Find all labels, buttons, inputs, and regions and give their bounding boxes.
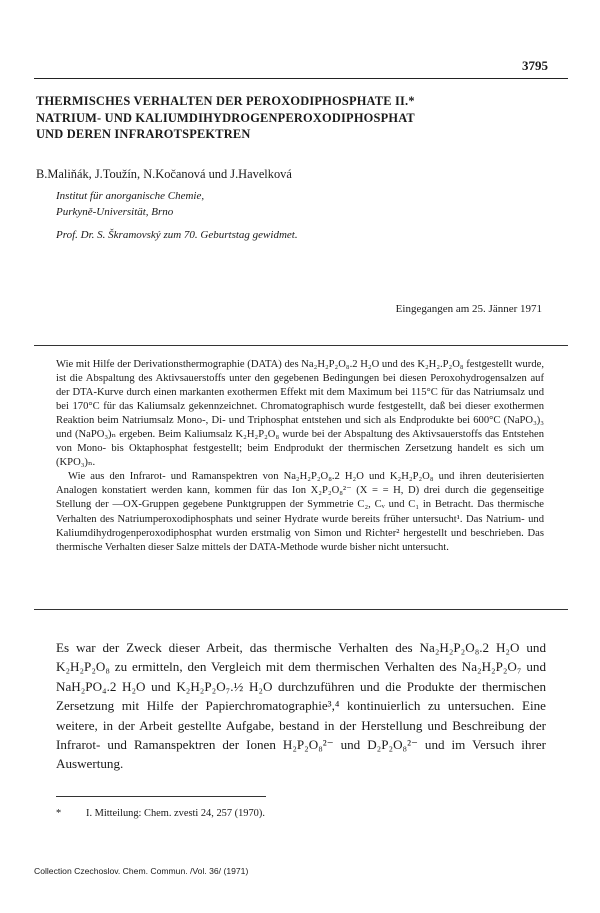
journal-footer: Collection Czechoslov. Chem. Commun. /Vol. 36/ (1971)	[34, 866, 249, 876]
affiliation	[56, 189, 204, 220]
author-list: B.Maliňák, J.Toužín, N.Kočanová und J.Havelková	[36, 167, 292, 181]
affiliation-line-1: Institut für anorganische Chemie,	[56, 190, 205, 202]
received-date: Eingegangen am 25. Jänner 1971	[395, 303, 542, 315]
article-title	[36, 93, 566, 143]
title-line-1: THERMISCHES VERHALTEN DER PEROXODIPHOSPHATE II.*	[36, 94, 415, 108]
footnote-rule	[56, 796, 266, 797]
dedication: Prof. Dr. S. Škramovský zum 70. Geburtstag gewidmet.	[56, 229, 298, 241]
footnote	[56, 808, 265, 819]
title-line-3: UND DEREN INFRAROTSPEKTREN	[36, 127, 251, 141]
title-line-2: NATRIUM- UND KALIUMDIHYDROGENPEROXODIPHOSPHAT	[36, 110, 415, 125]
abstract-paragraph-2: Wie aus den Infrarot- und Ramanspektren von Na₂H₂P₂O₈.2 H₂O und K₂H₂P₂O₈ und ihren deuterisierten Analogen konstatiert werden kann, kommen für das Ion X₂P₂O₈²⁻ (X = = H, D) drei durch die gegenseitige Stellung der —OX-Gruppen gegebene Punktgruppen der Symmetrie C₂, Cᵥ und C₁ in Betracht. Das thermische Verhalten des Natriumperoxodiphosphats und seiner Hydrate wurde bereits früher untersucht¹. Das Natrium- und Kaliumdihydrogenperoxodiphosphat wurden erstmalig von Simon und Richter² hergestellt und beschrieben. Das thermische Verhalten dieser Salze mittels der DATA-Methode wurde bisher nicht untersucht.	[56, 471, 544, 553]
abstract-paragraph-1: Wie mit Hilfe der Derivationsthermographie (DATA) des Na₂H₂P₂O₈.2 H₂O und des K₂H₂.P₂O₈ festgestellt wurde, ist die Abspaltung des Aktivsauerstoffs unter den gegebenen Bedingungen bei diesen Peroxohydrogensalzen auf der DTA-Kurve durch einen markanten exothermen Effekt mit dem Maximum bei 115°C für das Natriumsalz und bei 170°C für das Kaliumsalz gekennzeichnet. Chromatographisch wurde festgestellt, daß bei dieser exothermen Reaktion beim Natriumsalz Mono-, Di- und Triphosphat entstehen und sich als Endprodukte bei 600°C (NaPO₃)₃ und (NaPO₃)ₙ ergeben. Beim Kaliumsalz K₂H₂P₂O₈ wurde bei der Abspaltung des Aktivsauerstoffs das Entstehen von Mono- bis Oktaphosphat festgestellt; beim Endprodukt der thermischen Zersetzung handelt es sich um (KPO₃)ₙ.	[56, 359, 544, 469]
header-rule	[34, 78, 568, 79]
footnote-text: I. Mitteilung: Chem. zvesti 24, 257 (1970).	[86, 808, 265, 819]
abstract	[56, 358, 544, 555]
body-paragraph: Es war der Zweck dieser Arbeit, das thermische Verhalten des Na₂H₂P₂O₈.2 H₂O und K₂H₂P₂O₈ zu ermitteln, den Vergleich mit dem thermischen Verhalten des Na₂H₂P₂O₇ und NaH₂PO₄.2 H₂O und K₂H₂P₂O₇.½ H₂O durchzuführen und die Produkte der thermischen Zersetzung mit Hilfe der Papierchromatographie³,⁴ kontinuierlich zu untersuchen. Eine weitere, in der Arbeit gestellte Aufgabe, bestand in der Herstellung und Beschreibung der Infrarot- und Ramanspektren der Ionen H₂P₂O₈²⁻ und D₂P₂O₈²⁻ und im Versuch ihrer Auswertung.	[56, 640, 546, 772]
footnote-mark: *	[56, 808, 62, 819]
affiliation-line-2: Purkyně-Universität, Brno	[56, 205, 174, 218]
page-number: 3795	[522, 58, 548, 73]
